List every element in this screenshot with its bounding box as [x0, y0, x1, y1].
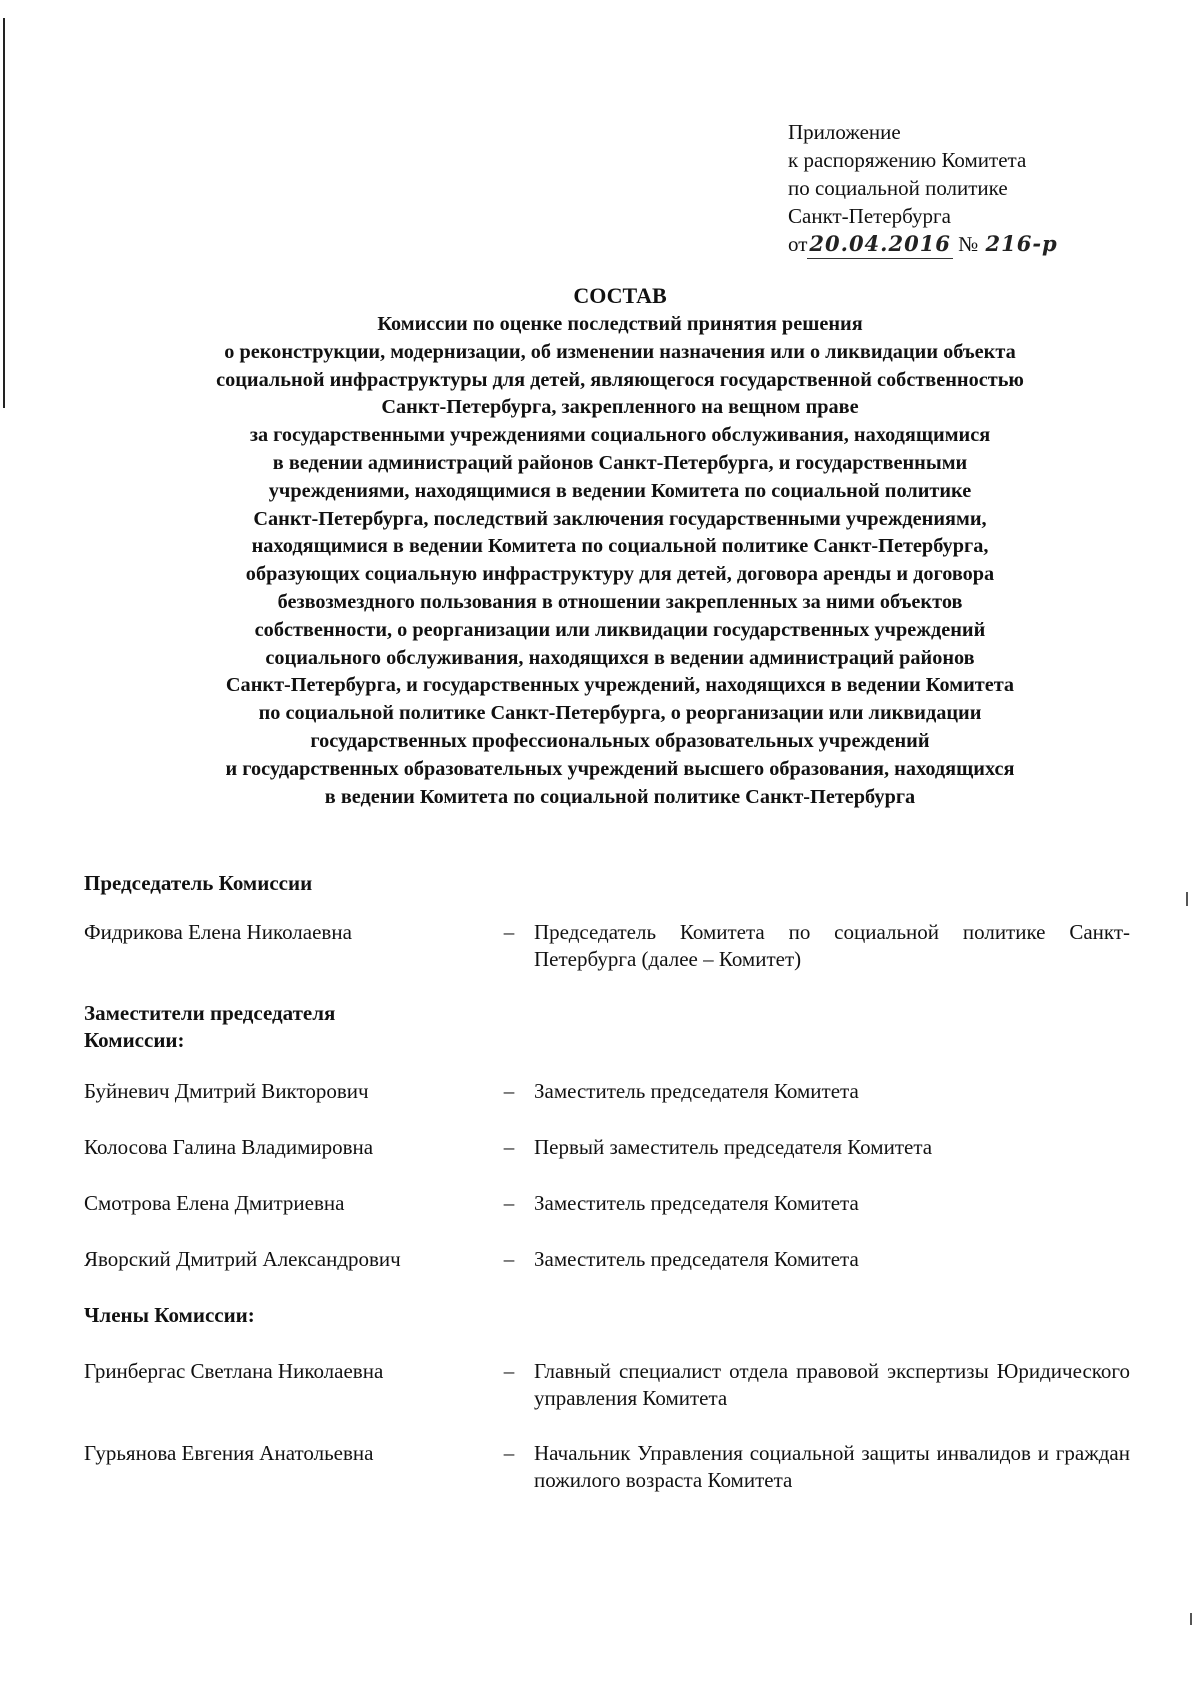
member-name: Колосова Галина Владимировна — [84, 1135, 374, 1159]
member-row — [84, 1134, 1130, 1161]
dash: – — [503, 1441, 515, 1465]
member-position: Первый заместитель председателя Комитета — [534, 1135, 933, 1159]
date-value: 20.04.2016 — [807, 230, 953, 259]
title-line: в ведении Комитета по социальной политике Санкт-Петербурга — [324, 785, 916, 808]
title-line: по социальной политике Санкт-Петербурга, о реорганизации или ликвидации — [258, 702, 982, 725]
member-row — [84, 1190, 1130, 1217]
member-position: Заместитель председателя Комитета — [534, 1191, 859, 1215]
title-line: учреждениями, находящимися в ведении Комитета по социальной политике — [268, 479, 972, 502]
section-header-deputies — [84, 1000, 1130, 1054]
member-name: Смотрова Елена Дмитриевна — [84, 1191, 345, 1215]
title-line: социального обслуживания, находящихся в ведении администраций районов — [265, 646, 975, 669]
title-line: Комиссии по оценке последствий принятия решения — [377, 313, 863, 335]
title-line: находящимися в ведении Комитета по социальной политике Санкт-Петербурга, — [251, 535, 989, 558]
member-row — [84, 1358, 1130, 1412]
title-line: и государственных образовательных учреждений высшего образования, находящихся — [225, 757, 1015, 780]
title-line: социальной инфраструктуры для детей, являющегося государственной собственностью — [216, 368, 1024, 391]
appendix-block — [788, 118, 1067, 259]
dash: – — [503, 1191, 515, 1215]
date-prefix: от — [788, 232, 808, 256]
dash: – — [503, 1135, 515, 1159]
dash: – — [503, 1359, 515, 1383]
appendix-line: Санкт-Петербурга — [788, 204, 951, 228]
member-position: Начальник Управления социальной защиты инвалидов и граждан пожилого возраста Комитета — [534, 1441, 1130, 1492]
dash: – — [503, 1079, 515, 1103]
member-row — [84, 1078, 1130, 1105]
title-line: Санкт-Петербурга, закрепленного на вещном праве — [381, 396, 859, 419]
scan-artifact — [1190, 1613, 1192, 1625]
title-subtitle — [130, 311, 1110, 811]
title-main: СОСТАВ — [573, 283, 667, 308]
member-row-chair — [84, 919, 1130, 973]
title-line: в ведении администраций районов Санкт-Петербурга, и государственными — [272, 451, 968, 474]
title-line: о реконструкции, модернизации, об изменении назначения или о ликвидации объекта — [224, 340, 1016, 363]
member-row — [84, 1246, 1130, 1273]
document-title — [130, 282, 1110, 811]
member-name: Гринбергас Светлана Николаевна — [84, 1359, 384, 1383]
number-prefix: № — [958, 232, 979, 256]
member-position: Заместитель председателя Комитета — [534, 1079, 859, 1103]
member-position: Заместитель председателя Комитета — [534, 1247, 859, 1271]
appendix-line: к распоряжению Комитета — [788, 148, 1027, 172]
section-header-chair: Председатель Комиссии — [84, 871, 313, 895]
section-header-members: Члены Комиссии: — [84, 1303, 255, 1327]
appendix-date-number-line — [788, 230, 1067, 259]
dash: – — [503, 1247, 515, 1271]
scan-artifact — [1186, 892, 1188, 906]
appendix-line: по социальной политике — [788, 176, 1008, 200]
number-value: 216-р — [985, 231, 1058, 256]
scan-edge-line — [3, 18, 5, 408]
member-name: Гурьянова Евгения Анатольевна — [84, 1441, 374, 1465]
member-name: Яворский Дмитрий Александрович — [84, 1247, 401, 1271]
member-position: Главный специалист отдела правовой экспертизы Юридического управления Комитета — [534, 1359, 1130, 1410]
dash: – — [503, 920, 515, 944]
title-line: Санкт-Петербурга, последствий заключения государственными учреждениями, — [253, 507, 987, 530]
appendix-line: Приложение — [788, 120, 901, 144]
member-name: Фидрикова Елена Николаевна — [84, 920, 352, 944]
title-line: за государственными учреждениями социального обслуживания, находящимися — [249, 424, 991, 447]
member-row — [84, 1440, 1130, 1494]
member-name: Буйневич Дмитрий Викторович — [84, 1079, 369, 1103]
section-header-line: Заместители председателя — [84, 1001, 336, 1025]
title-line: государственных профессиональных образовательных учреждений — [310, 729, 930, 752]
commission-composition — [84, 870, 1130, 1494]
title-line: безвозмездного пользования в отношении закрепленных за ними объектов — [277, 590, 963, 613]
title-line: образующих социальную инфраструктуру для детей, договора аренды и договора — [245, 563, 995, 586]
title-line: Санкт-Петербурга, и государственных учреждений, находящихся в ведении Комитета — [225, 674, 1015, 697]
member-position: Председатель Комитета по социальной политике Санкт-Петербурга (далее – Комитет) — [534, 920, 1130, 971]
title-line: собственности, о реорганизации или ликвидации государственных учреждений — [254, 618, 986, 641]
section-header-line: Комиссии: — [84, 1028, 185, 1052]
